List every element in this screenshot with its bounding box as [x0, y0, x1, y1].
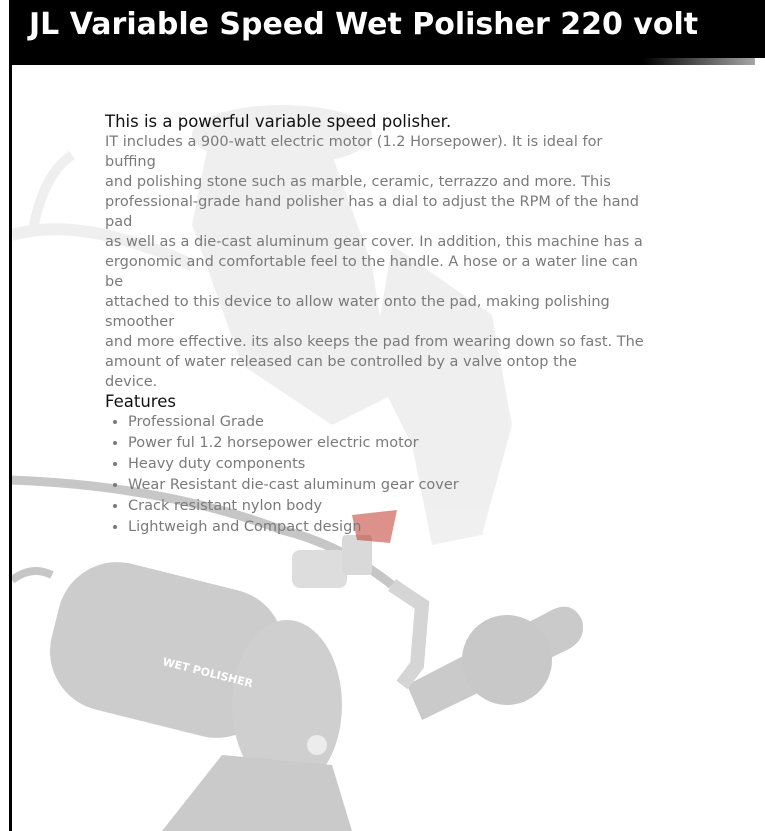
description-line: device.	[105, 374, 158, 390]
title-bar	[9, 0, 765, 58]
description-line: pad	[105, 214, 133, 230]
page-title: JL Variable Speed Wet Polisher 220 volt	[29, 7, 699, 42]
description-line: buffing	[105, 154, 156, 170]
description-line: professional-grade hand polisher has a dial to adjust the RPM of the hand	[105, 194, 639, 210]
feature-item: • Heavy duty components	[128, 454, 665, 475]
feature-item: • Wear Resistant die-cast aluminum gear cover	[128, 475, 665, 496]
feature-item: • Lightweigh and Compact design	[128, 517, 665, 538]
feature-item: • Power ful 1.2 horsepower electric motor	[128, 433, 665, 454]
content	[105, 112, 665, 538]
title-underline	[9, 58, 755, 65]
description-line: smoother	[105, 314, 175, 330]
description-line: and polishing stone such as marble, ceramic, terrazzo and more. This	[105, 174, 611, 190]
description-line: ergonomic and comfortable feel to the handle. A hose or a water line can	[105, 254, 638, 270]
feature-item: • Professional Grade	[128, 412, 665, 433]
description-line: be	[105, 274, 124, 290]
description-line: attached to this device to allow water onto the pad, making polishing	[105, 294, 610, 310]
intro-heading: This is a powerful variable speed polisher.	[105, 112, 452, 131]
feature-item: • Crack resistant nylon body	[128, 496, 665, 517]
features-heading: Features	[105, 392, 176, 411]
wet-polisher-label: WET POLISHER	[161, 655, 255, 691]
description-line: IT includes a 900-watt electric motor (1.2 Horsepower). It is ideal for	[105, 134, 603, 150]
description-line: as well as a die-cast aluminum gear cover. In addition, this machine has a	[105, 234, 643, 250]
description-line: and more effective. its also keeps the pad from wearing down so fast. The	[105, 334, 644, 350]
features-list	[105, 412, 665, 538]
description	[105, 132, 665, 392]
description-line: amount of water released can be controlled by a valve ontop the	[105, 354, 577, 370]
